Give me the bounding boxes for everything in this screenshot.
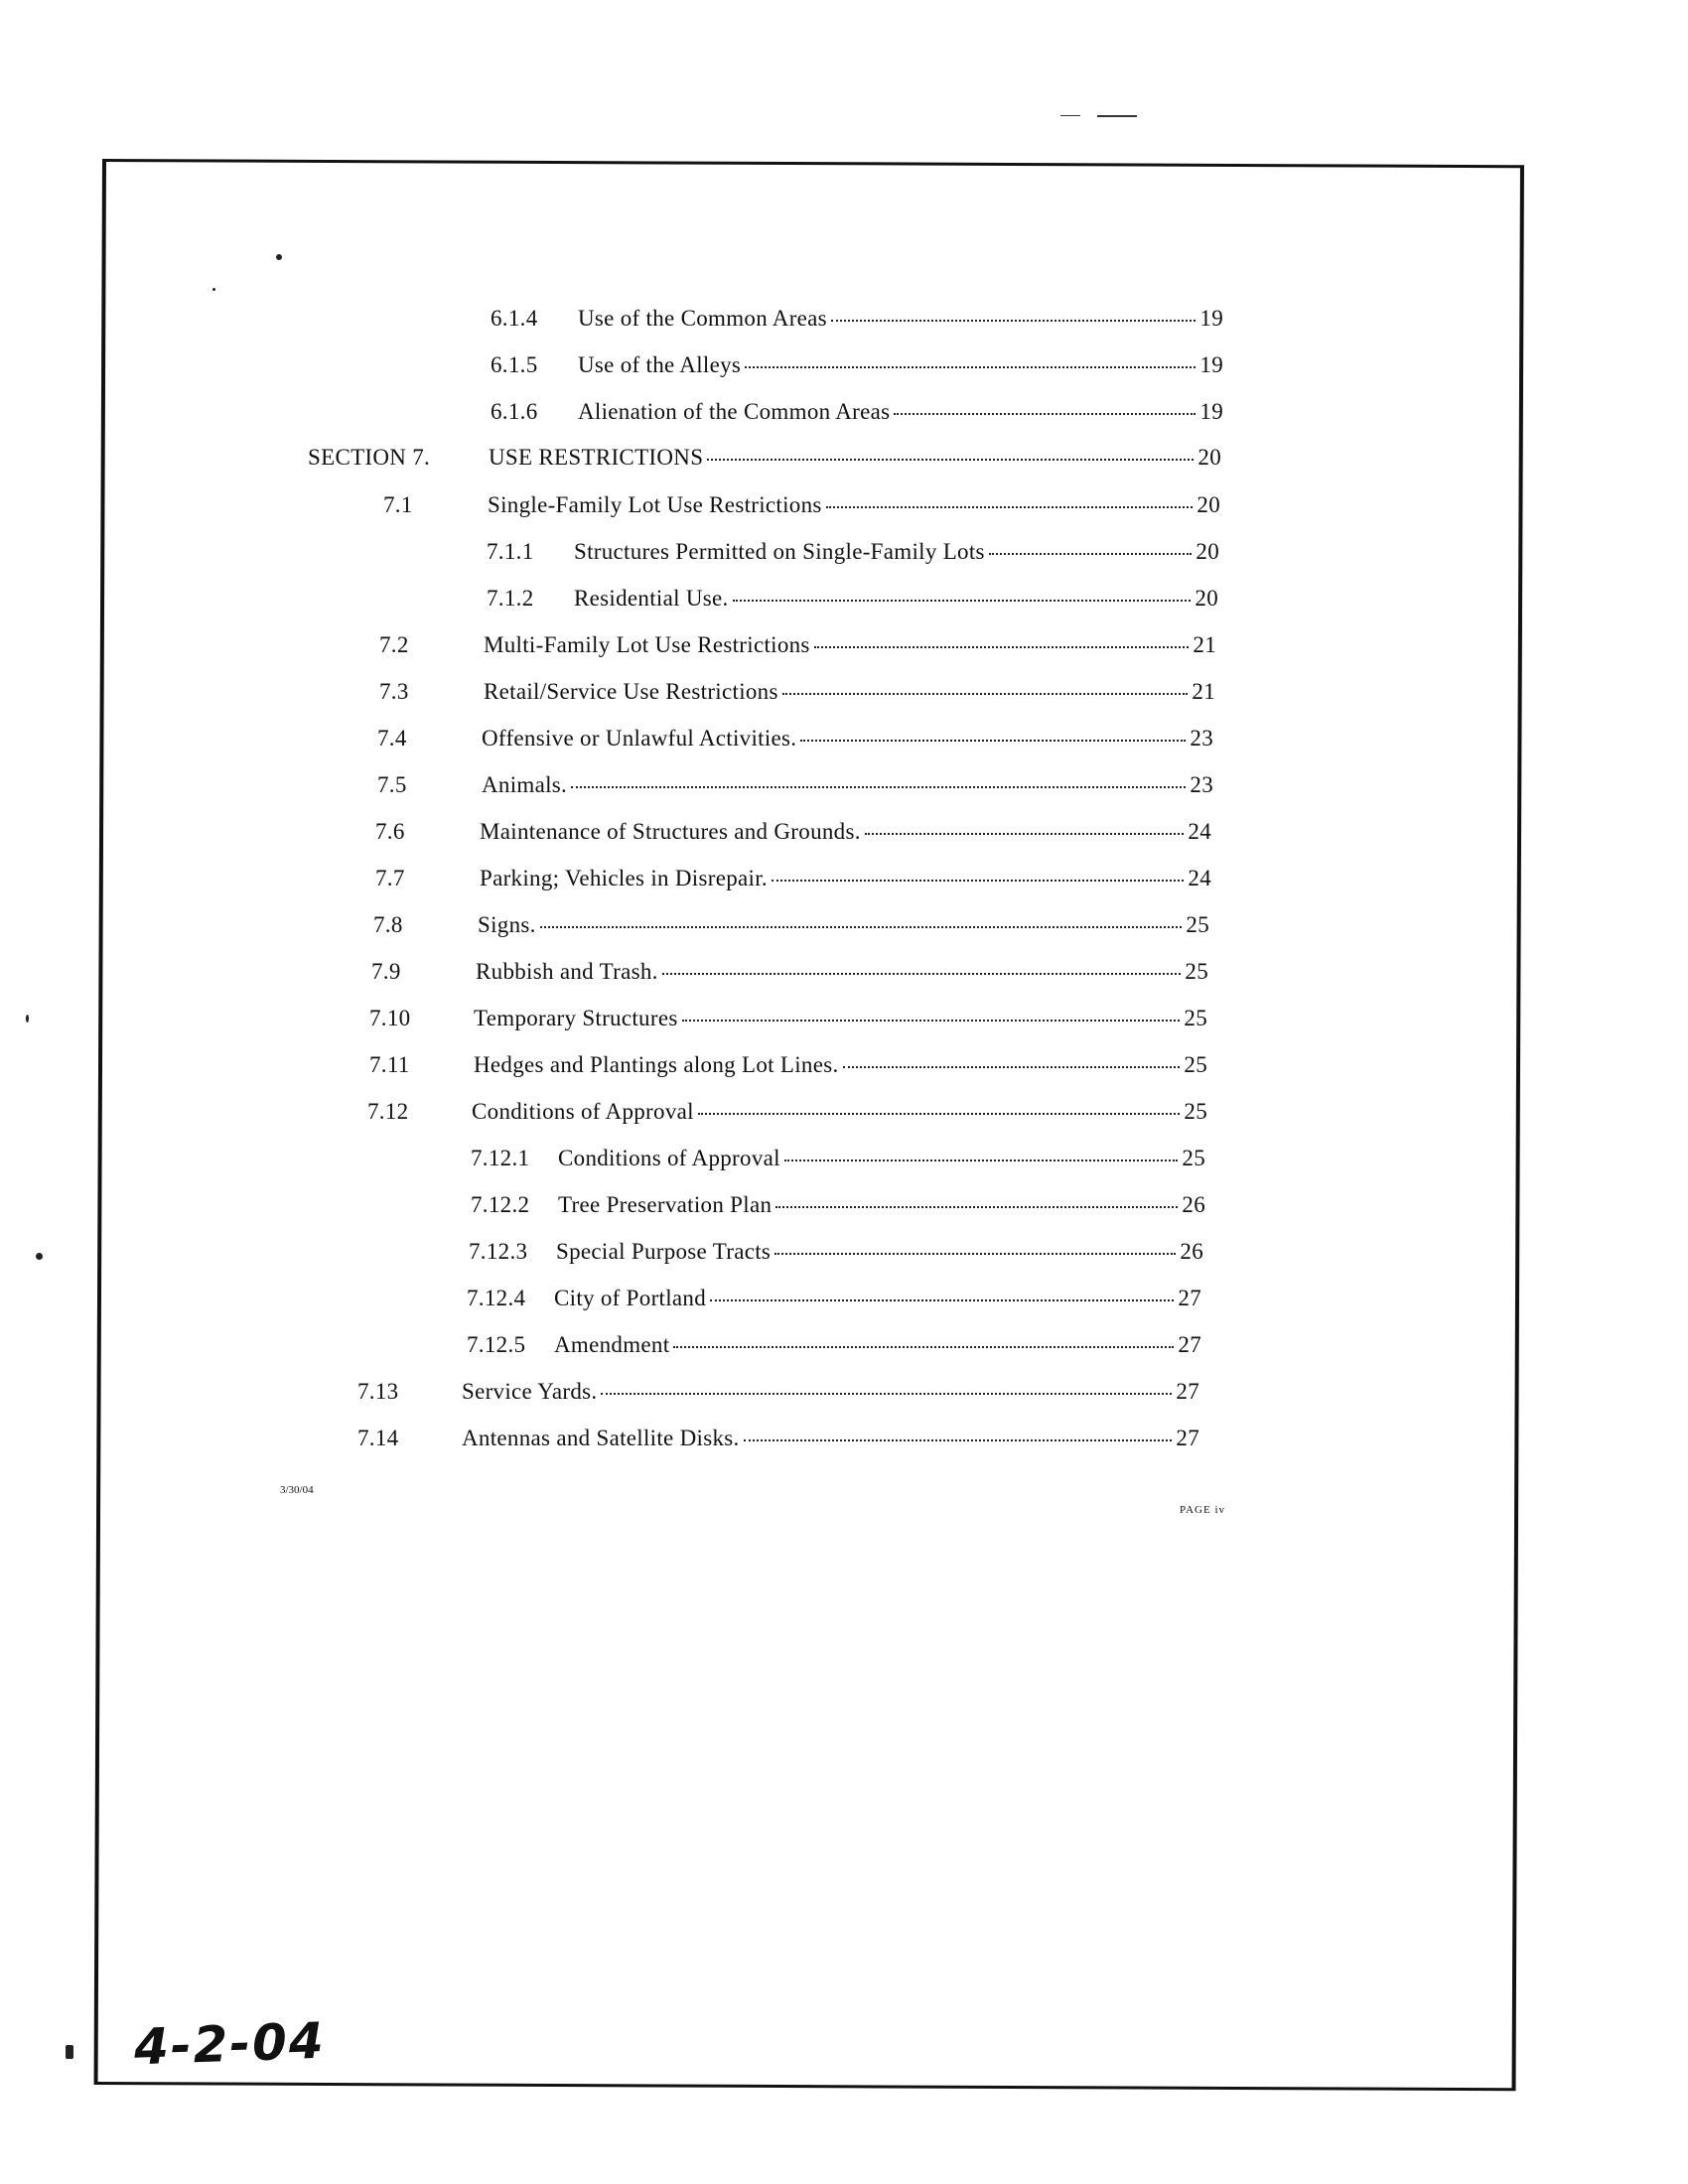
- toc-entry-page: 20: [1196, 492, 1220, 517]
- toc-entry-number: 7.6: [375, 819, 405, 844]
- handwritten-date: 4-2-04: [133, 2011, 327, 2077]
- footer-page-label: PAGE iv: [1180, 1504, 1226, 1516]
- toc-entry-number: 7.3: [379, 679, 409, 704]
- toc-entry-number: 6.1.4: [491, 306, 538, 331]
- toc-entry-number: 7.9: [371, 959, 401, 984]
- toc-entry-number: 7.5: [377, 772, 407, 797]
- toc-entry-title: Use of the Alleys: [578, 352, 742, 377]
- dot-leader: [744, 1438, 1173, 1441]
- toc-entry-title: Service Yards.: [462, 1379, 598, 1404]
- dot-leader: [782, 692, 1189, 695]
- toc-entry: [379, 632, 1216, 672]
- toc-entry-page: 21: [1193, 632, 1216, 657]
- toc-entry-title: Multi-Family Lot Use Restrictions: [484, 632, 810, 657]
- toc-entry-page: 24: [1188, 819, 1211, 844]
- toc-entry-number: 7.8: [373, 912, 403, 937]
- toc-entry: [469, 1239, 1203, 1279]
- dot-leader: [772, 879, 1184, 882]
- dot-leader: [831, 319, 1196, 322]
- toc-entry: [487, 539, 1219, 579]
- dot-leader: [826, 505, 1194, 508]
- toc-entry-number: 7.13: [357, 1379, 399, 1404]
- toc-section-heading: [308, 445, 1221, 484]
- toc-entry-title: Parking; Vehicles in Disrepair.: [480, 866, 768, 890]
- toc-entry: [491, 306, 1223, 345]
- toc-entry-number: 7.1.1: [487, 539, 534, 564]
- toc-entry-number: 7.11: [369, 1052, 410, 1077]
- dot-leader: [710, 1298, 1174, 1301]
- toc-entry-number: 6.1.5: [491, 352, 538, 377]
- toc-entry: [369, 1052, 1207, 1092]
- toc-entry-title: Animals.: [482, 772, 568, 797]
- toc-entry-title: Retail/Service Use Restrictions: [484, 679, 778, 704]
- toc-entry-title: Alienation of the Common Areas: [578, 399, 891, 424]
- toc-entry-page: 20: [1197, 445, 1221, 470]
- toc-entry-page: 24: [1188, 866, 1211, 890]
- toc-entry-number: 7.1: [383, 492, 413, 517]
- toc-entry-number: 7.12.2: [471, 1192, 530, 1217]
- scan-mark: [1097, 115, 1137, 117]
- toc-entry: [375, 866, 1211, 905]
- toc-entry-page: 26: [1180, 1239, 1203, 1264]
- toc-entry-page: 25: [1184, 1052, 1207, 1077]
- toc-entry-number: 7.1.2: [487, 586, 534, 611]
- toc-entry: [367, 1099, 1207, 1139]
- toc-entry-page: 26: [1182, 1192, 1205, 1217]
- dot-leader: [707, 458, 1194, 461]
- toc-entry-page: 25: [1184, 1099, 1207, 1124]
- toc-entry-number: 7.10: [369, 1006, 411, 1030]
- toc-entry-page: 25: [1184, 1006, 1207, 1030]
- toc-entry-number: SECTION 7.: [308, 445, 431, 470]
- toc-entry-title: USE RESTRICTIONS: [489, 445, 704, 470]
- toc-entry: [467, 1286, 1201, 1325]
- dot-leader: [800, 739, 1186, 742]
- toc-entry-number: 7.7: [375, 866, 405, 890]
- toc-entry-title: Antennas and Satellite Disks.: [462, 1426, 740, 1450]
- toc-entry: [369, 1006, 1207, 1045]
- toc-entry: [383, 492, 1220, 532]
- toc-entry-title: Structures Permitted on Single-Family Lots: [574, 539, 985, 564]
- dot-leader: [865, 832, 1185, 835]
- toc-entry-page: 19: [1199, 399, 1223, 424]
- toc-entry: [491, 352, 1223, 392]
- toc-entry: [377, 772, 1213, 812]
- toc-entry-page: 20: [1195, 586, 1218, 611]
- dot-leader: [989, 552, 1193, 555]
- toc-entry-title: Use of the Common Areas: [578, 306, 827, 331]
- toc-entry: [357, 1379, 1199, 1419]
- toc-entry-page: 27: [1178, 1286, 1201, 1310]
- dot-leader: [784, 1159, 1179, 1161]
- dot-leader: [814, 645, 1190, 648]
- toc-entry-title: Amendment: [554, 1332, 670, 1357]
- toc-entry-title: Maintenance of Structures and Grounds.: [480, 819, 861, 844]
- toc-entry-title: Offensive or Unlawful Activities.: [482, 726, 797, 751]
- toc-entry-page: 27: [1176, 1426, 1199, 1450]
- toc-entry-number: 7.2: [379, 632, 409, 657]
- toc-entry: [373, 912, 1209, 952]
- toc-entry-page: 19: [1199, 306, 1223, 331]
- toc-entry-page: 19: [1199, 352, 1223, 377]
- dot-leader: [601, 1392, 1172, 1395]
- dot-leader: [774, 1252, 1176, 1255]
- toc-entry: [471, 1146, 1205, 1185]
- toc-entry-title: Rubbish and Trash.: [476, 959, 658, 984]
- toc-entry-title: Hedges and Plantings along Lot Lines.: [474, 1052, 839, 1077]
- dot-leader: [540, 925, 1183, 928]
- toc-entry: [375, 819, 1211, 859]
- toc-entry: [487, 586, 1218, 625]
- toc-entry-title: Single-Family Lot Use Restrictions: [488, 492, 822, 517]
- toc-entry-number: 7.12.5: [467, 1332, 526, 1357]
- toc-entry: [467, 1332, 1201, 1372]
- dot-leader: [698, 1112, 1181, 1115]
- toc-entry-page: 27: [1178, 1332, 1201, 1357]
- toc-entry-title: Temporary Structures: [474, 1006, 678, 1030]
- toc-entry-title: Special Purpose Tracts: [556, 1239, 772, 1264]
- dot-leader: [775, 1205, 1178, 1208]
- toc-entry: [371, 959, 1208, 999]
- toc-entry: [491, 399, 1223, 439]
- toc-entry-title: Residential Use.: [574, 586, 729, 611]
- toc-entry: [379, 679, 1215, 719]
- scan-speck: [276, 254, 282, 260]
- toc-entry-number: 7.12.1: [471, 1146, 530, 1170]
- dot-leader: [894, 412, 1196, 415]
- dot-leader: [733, 599, 1192, 602]
- toc-entry-number: 7.4: [377, 726, 407, 751]
- toc-entry-title: Tree Preservation Plan: [558, 1192, 773, 1217]
- scan-speck: [66, 2045, 73, 2059]
- toc-entry-page: 23: [1190, 772, 1213, 797]
- toc-entry-page: 25: [1186, 912, 1209, 937]
- toc-entry-number: 7.12.3: [469, 1239, 528, 1264]
- toc-entry-number: 6.1.6: [491, 399, 538, 424]
- dot-leader: [571, 785, 1186, 788]
- toc-entry-page: 23: [1190, 726, 1213, 751]
- scan-mark: [1060, 115, 1080, 116]
- toc-entry-title: City of Portland: [554, 1286, 707, 1310]
- dot-leader: [745, 365, 1196, 368]
- toc-entry: [357, 1426, 1199, 1465]
- toc-entry-number: 7.12: [367, 1099, 409, 1124]
- scan-speck: [36, 1253, 43, 1260]
- toc-entry-page: 25: [1182, 1146, 1205, 1170]
- scan-speck: [26, 1015, 29, 1023]
- toc-entry-page: 27: [1176, 1379, 1199, 1404]
- toc-entry-page: 25: [1185, 959, 1208, 984]
- dot-leader: [662, 972, 1182, 975]
- toc-entry-page: 20: [1196, 539, 1219, 564]
- dot-leader: [682, 1019, 1181, 1022]
- toc-entry-title: Conditions of Approval: [472, 1099, 694, 1124]
- footer-date: 3/30/04: [280, 1484, 314, 1496]
- toc-entry: [377, 726, 1213, 765]
- toc-entry-page: 21: [1192, 679, 1215, 704]
- dot-leader: [843, 1065, 1181, 1068]
- dot-leader: [673, 1345, 1174, 1348]
- toc-entry-title: Signs.: [478, 912, 536, 937]
- toc-entry-number: 7.12.4: [467, 1286, 526, 1310]
- toc-entry-title: Conditions of Approval: [558, 1146, 780, 1170]
- toc-entry-number: 7.14: [357, 1426, 399, 1450]
- scan-speck: [212, 288, 215, 291]
- toc-entry: [471, 1192, 1205, 1232]
